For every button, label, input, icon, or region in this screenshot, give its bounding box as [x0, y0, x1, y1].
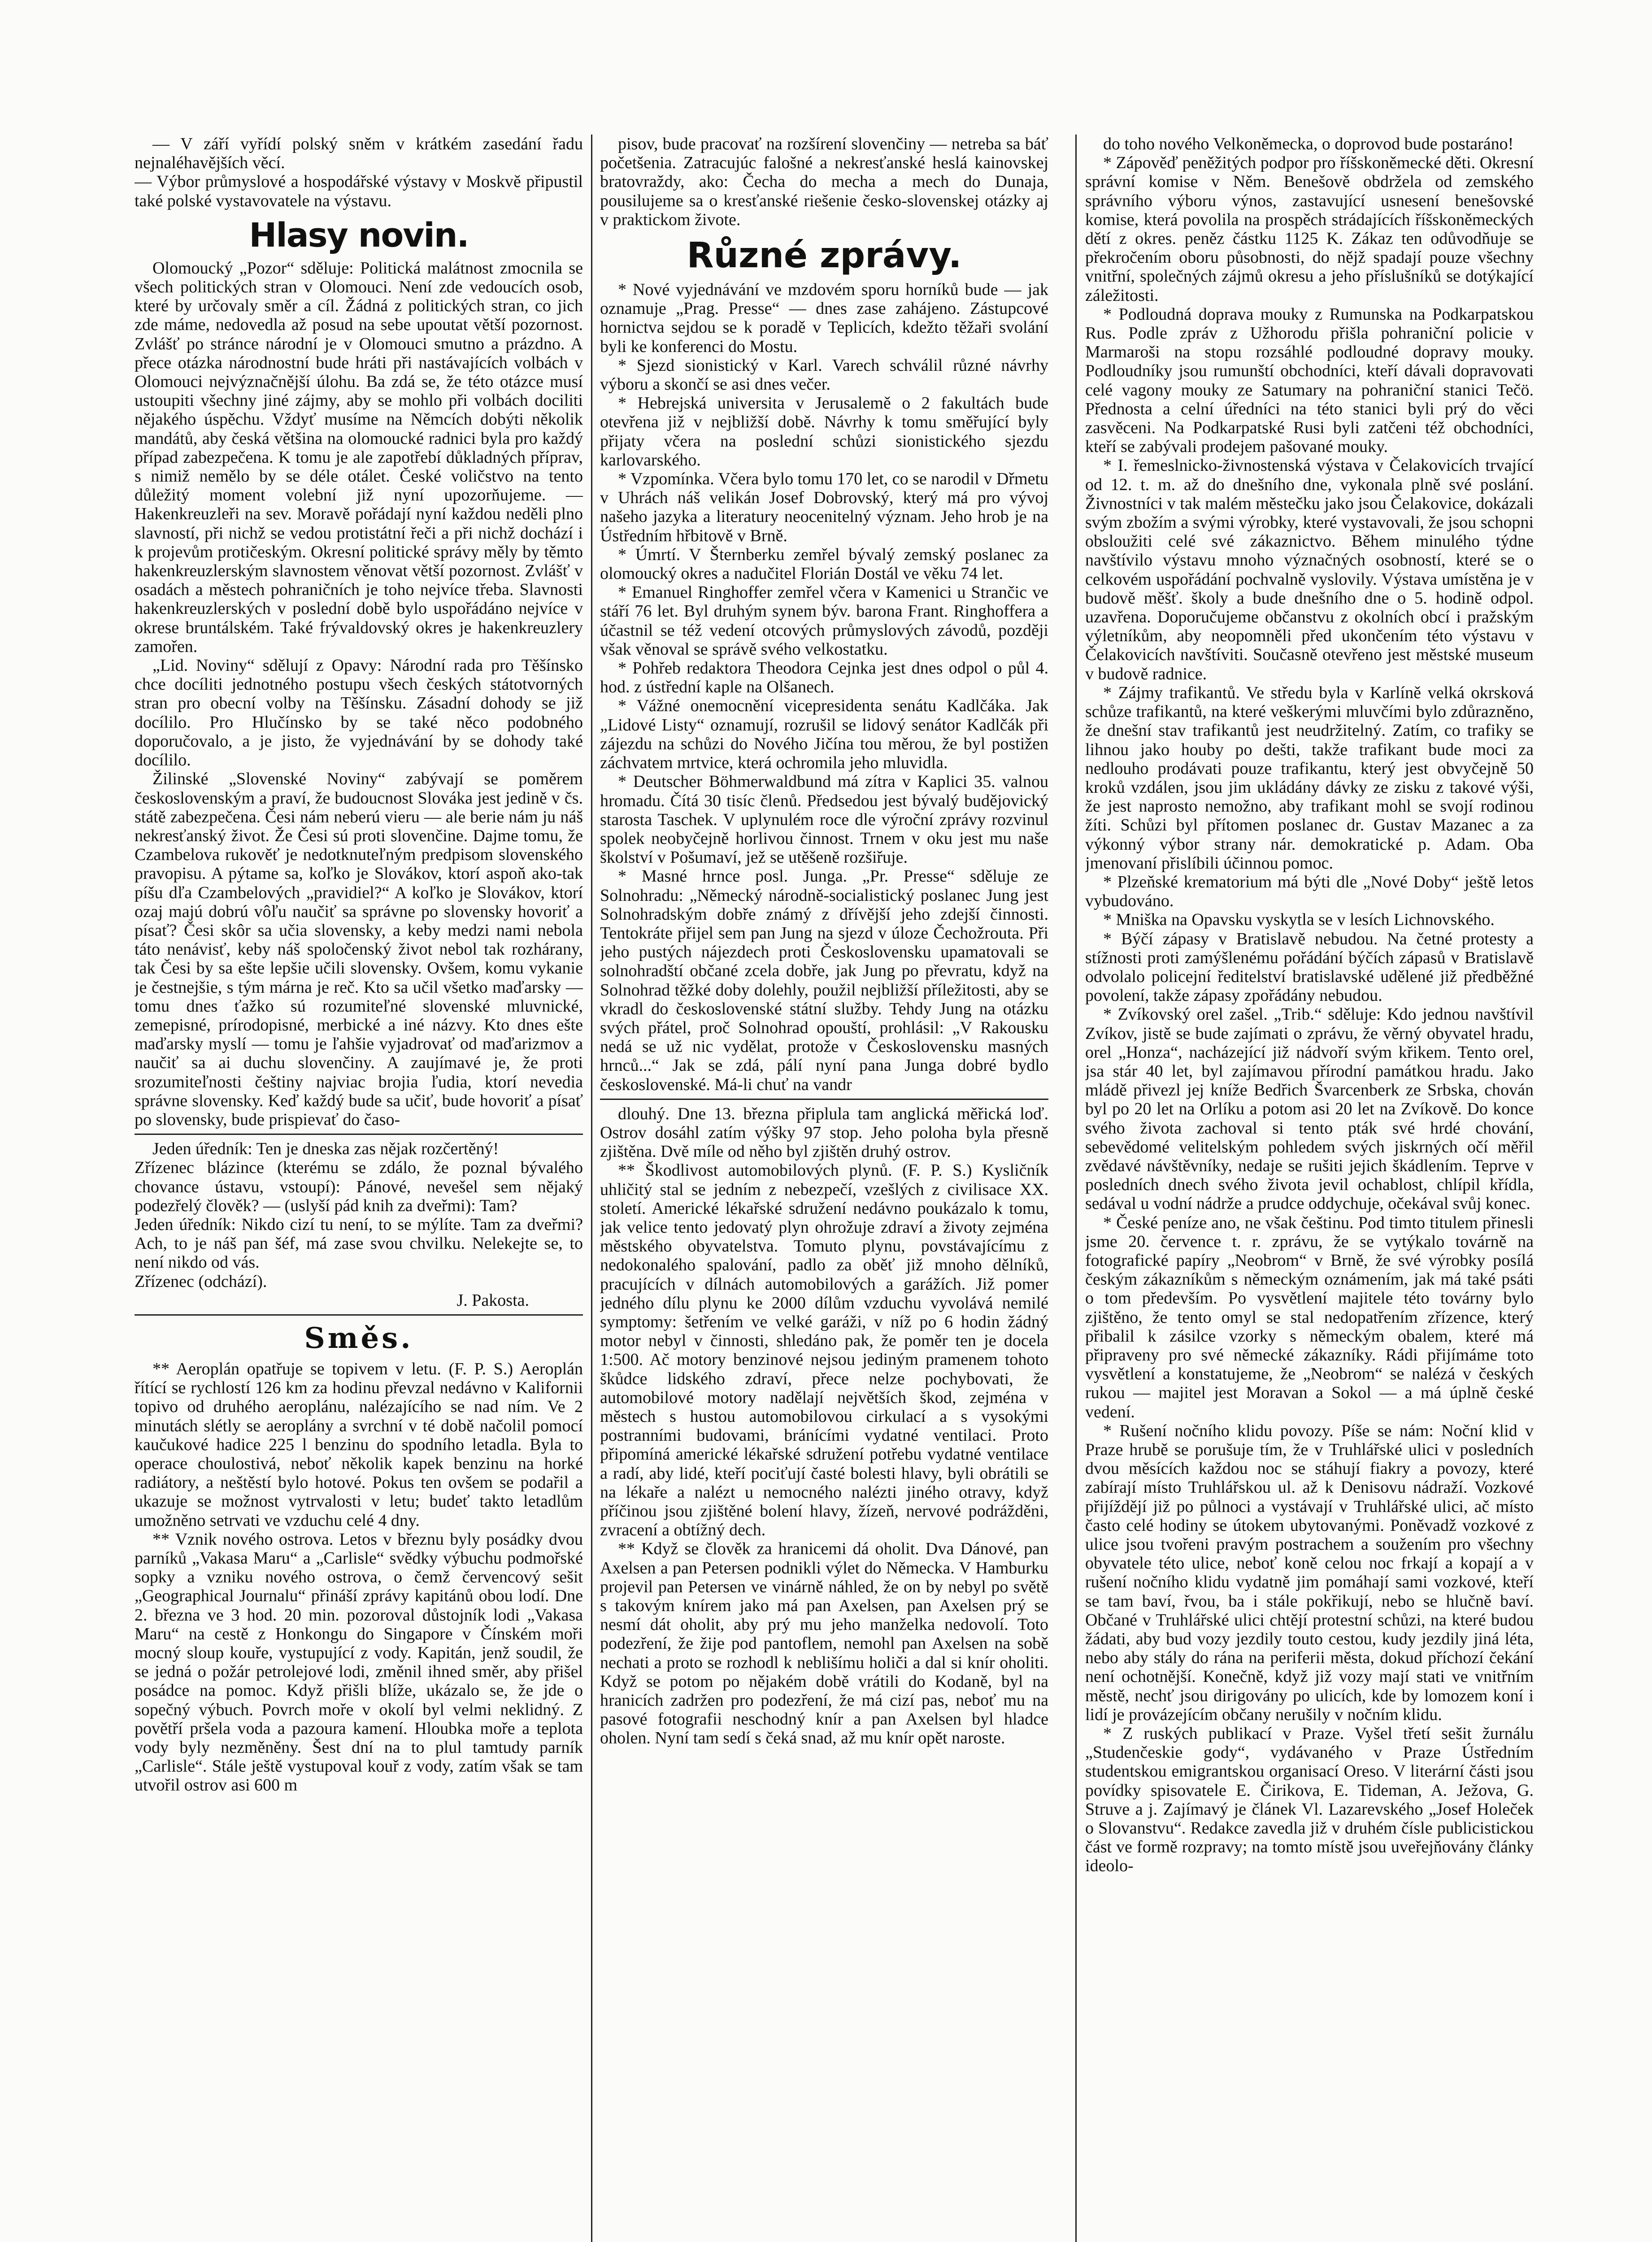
news-item: * Z ruských publikací v Praze. Vyšel třetí sešit žurnálu „Studenčeskie gody“, vydávaného v Praze Ústředním studentskou emigrantskou organisací Oreso. V literární části jsou povídky spisovatele E. Čirikova, E. Tideman, A. Ježova, G. Struve a j. Zajímavý je článek Vl. Lazarevského „Josef Holeček o Slovanstvu“. Redakce zavedla již v druhém čísle publicistickou část ve formě rozpravy; na tomto místě jsou uveřejňovány články ideolo-: [1085, 1724, 1534, 1876]
column-rule-1: [591, 135, 592, 2242]
article-ostrov-continued: dlouhý. Dne 13. března připlula tam anglická měřická loď. Ostrov dosáhl zatím výšky 97 stop. Jeho poloha byla přesně zjištěna. Dvě míle od něho byl zjištěn druhý ostrov.: [600, 1104, 1048, 1161]
news-item: * Vážné onemocnění vicepresidenta senátu Kadlčáka. Jak „Lidové Listy“ oznamují, rozrušil se lidový senátor Kadlčák při zájezdu na schůzi do Nového Jičína tou měrou, že byl postižen záchvatem mrtvice, která ochromila jeho mluvidla.: [600, 696, 1048, 773]
divider: [135, 1134, 583, 1135]
news-item: * Sjezd sionistický v Karl. Varech schválil různé návrhy výboru a skončí se asi dnes večer.: [600, 356, 1048, 394]
article-pozor: Olomoucký „Pozor“ sděluje: Politická malátnost zmocnila se všech politických stran v Olomouci. Není zde vedoucích osob, které by určovaly směr a cíl. Žádná z politických stran, co jich zde máme, nedovedla až posud na sebe upoutat větší pozornost. Zvlášť po stránce národní je v Olomouci smutno a prázdno. A přece otázka národnostní bude hráti při nastávajících volbách v Olomouci nejvýznačnější úlohu. Ba zdá se, že této otázce musí ustoupiti všechny jiné zájmy, aby se mohlo při volbách dociliti nějakého úspěchu. Vždyť musíme na Němcích dobýti několik mandátů, aby česká většina na olomoucké radnici byla pro každý případ zabezpečena. K tomu je ale zapotřebí důkladných příprav, s nimiž nemělo by se déle otálet. České voličstvo na tento důležitý moment volební již nyní upozorňujeme. — Hakenkreuzleři na sev. Moravě pořádají nyní každou neděli plno slavností, při nichž se vedou protistátní řeči a při nichž dochází i k projevům protičeským. Okresní politické správy měly by těmto hakenkreuzlerským slavnostem věnovat větší pozornost. Zvlášť v osadách a městech pohraničních je toho nejvíce třeba. Slavnosti hakenkreuzlerských v poslední době bylo uspořádáno nejvíce v okrese bruntálském. Také frývaldovský okres je hakenkreuzlery zamořen.: [135, 258, 583, 656]
news-item: * Úmrtí. V Šternberku zemřel bývalý zemský poslanec za olomoucký okres a nadučitel Florián Dostál ve věku 74 let.: [600, 545, 1048, 583]
column-1: [135, 135, 583, 2242]
article-novy-ostrov: ** Vznik nového ostrova. Letos v březnu byly posádky dvou parníků „Vakasa Maru“ a „Carlisle“ svědky výbuchu podmořské sopky a vzniku nového ostrova, o čemž červencový sešit „Geographical Journalu“ přináší zprávy kapitánů obou lodí. Dne 2. března ve 3 hod. 20 min. pozoroval důstojník lodi „Vakasa Maru“ na cestě z Honkongu do Singapore v Čínském moři mocný sloup kouře, vystupující z vody. Kapitán, jenž soudil, že se jedná o požár petrolejové lodi, změnil ihned směr, aby přišel posádce na pomoc. Když přišli blíže, ukázalo se, že jde o sopečný výbuch. Povrch moře v okolí byl velmi neklidný. Z povětří pršela voda a pazoura kamení. Hloubka moře a teplota vody byly nezměněny. Šest dní na to plul tamtudy parník „Carlisle“. Stále ještě vystupoval kouř z vody, zatím však se tam utvořil ostrov asi 600 m: [135, 1529, 583, 1795]
news-item: * Podloudná doprava mouky z Rumunska na Podkarpatskou Rus. Podle zpráv z Užhorodu přišla pohraniční policie v Marmaroši na stopu rozsáhlé podloudné dopravy mouky. Podloudníky jsou rumunští obchodníci, kteří dávali dopravovati celé vagony mouky ze Satumary na pohraniční stanici Tečö. Přednosta a celní úředníci na této stanici byli prý do věci zasvěceni. Na Podkarpatské Rusi byli zatčeni též obchodníci, kteří se zabývali prodejem pašované mouky.: [1085, 304, 1534, 456]
news-item-continued: do toho nového Velkoněmecka, o doprovod bude postaráno!: [1103, 135, 1514, 153]
feuilleton-dialogue: Jeden úředník: Ten je dneska zas nějak rozčertěný! Zřízenec blázince (kterému se zdálo, že poznal bývalého chovance ústavu, vstoupí): Pánové, nevešel sem nějaký podezřelý člověk? — (uslyší pád knih za dveřmi): Tam? Jeden úředník: Nikdo cizí tu není, to se mýlíte. Tam za dveřmi? Ach, to je náš pan šéf, má zase svou chvilku. Nelekejte se, to není nikdo od vás. Zřízenec (odchází).: [135, 1139, 583, 1291]
column-rule-2: [1075, 135, 1077, 2242]
section-heading-ruzne-zpravy: Různé zprávy.: [687, 235, 962, 276]
news-item: * Mniška na Opavsku vyskytla se v lesích Lichnovského.: [1103, 910, 1495, 930]
news-item: * Zvíkovský orel zašel. „Trib.“ sděluje: Kdo jednou navštívil Zvíkov, jistě se bude zajímati o zprávu, že věrný obyvatel hradu, orel „Honza“, nacházející již nádvoří svým křikem. Tento orel, jsa stár 40 let, byl zajímavou přírodní památkou hradu. Jako mládě přivezl jej kníže Bedřich Švarcenberk ze Srbska, chován byl po 20 let na Orlíku a potom asi 20 let na Zvíkově. Do konce svého života zachoval si tento pták své hrdé chování, sebevědomé velitelským pohledem svých jiskrných očí měřil zvědavé návštěvníky, nedaje se rušiti jejich škádlením. Teprve v posledních dnech svého života jevil ochablost, chlípil křídla, sedával u vodní nádrže a prudce oddychuje, očekával svůj konec.: [1085, 1005, 1534, 1213]
news-item: * Zápověď peněžitých podpor pro říšskoněmecké děti. Okresní správní komise v Něm. Benešově obdržela od zemského správního výboru výnos, zastavující usnesení benešovské komise, která povolila na prospěch strádajících říšskoněmeckých dětí z okres. peněz částku 1125 K. Zákaz ten odůvodňuje se překročením oboru působnosti, do nějž spadají pouze všechny vnitřní, společných zájmů okresu a jeho příslušníků se dotýkající záležitosti.: [1085, 153, 1534, 305]
article-oholit: ** Když se člověk za hranicemi dá oholit. Dva Dánové, pan Axelsen a pan Petersen podnikli výlet do Německa. V Hamburku projevil pan Petersen ve vinárně náhled, že on by nebyl po světě s takovým knírem jako má pan Axelsen, pan Axelsen prý se nesmí dát oholit, aby prý mu jeho manželka nedovolí. Toto podezření, že žije pod pantoflem, nemohl pan Axelsen na sobě nechati a proto se rozhodl k neblišímu holiči a dal si knír oholiti. Když se potom po nějakém době vrátili do Kodaně, byl na hranicích zadržen pro podezření, že má cizí pas, neboť mu na pasové fotografii neschodný knír a pan Axelsen byl hladce oholen. Nyní tam sedí s čeká snad, až mu knír opět naroste.: [600, 1539, 1048, 1748]
news-item: * Nové vyjednávání ve mzdovém sporu horníků bude — jak oznamuje „Prag. Presse“ — dnes zase zahájeno. Zástupcové hornictva sejdou se k poradě v Teplicích, kdežto těžaři svolání byli ke konferenci do Mostu.: [600, 280, 1048, 356]
news-item: * Býčí zápasy v Bratislavě nebudou. Na četné protesty a stížnosti proti zamýšlenému pořádání býčích zápasů v Bratislavě odvolalo policejní ředitelství bratislavské udělené již předběžné povolení, takže zápasy zpořádány nebudou.: [1085, 929, 1534, 1005]
news-item: * Zájmy trafikantů. Ve středu byla v Karlíně velká okrsková schůze trafikantů, na které veškerými mluvčími bylo zdůrazněno, že dnešní stav trafikantů jest neudržitelný. Zatím, co trafiky se lihnou jako houby po dešti, takže trafikant bude moci za nedlouho prodávati pouze trafikantu, který jest obvyčejně 50 kroků vzdálen, jsou jim ukládány dávky ze zisku z takové výši, že jest naprosto nemožno, aby trafikant mohl se svojí rodinou žíti. Schůzi byl přítomen poslanec dr. Gustav Mazanec a za výkonný výbor strany nár. demokratické p. Adam. Oba jmenovaní přislíbili účinnou pomoc.: [1085, 683, 1534, 873]
column-2: [600, 135, 1048, 2242]
news-item: * Hebrejská universita v Jerusalemě o 2 fakultách bude otevřena již v nejbližší době. Návrhy k tomu směřující byly přijaty včera na poslední schůzi sionistického sjezdu karlovarského.: [600, 394, 1048, 469]
news-item: * Masné hrnce posl. Junga. „Pr. Presse“ sděluje ze Solnohradu: „Německý národně-socialistický poslanec Jung jest Solnohradským dobře známý z dřívější jeho zdejší činnosti. Tentokráte přijel sem pan Jung na sjezd v úloze Čechožrouta. Při jeho pustých nájezdech proti Československu upamatovali se solnohradští občané zcela dobře, jak Jung po převratu, když na Solnohrad těžké doby dolehly, použil nejbližší příležitosti, aby se vkradl do československé státní služby. Tehdy Jung na otázku svých přátel, proč Solnohrad opouští, prohlásil: „V Rakousku nedá se už nic vydělat, protože v Československu masných hrnců...“ Jak se zdá, pálí nyní pana Junga dobré bydlo československé. Má-li chuť na vandr: [600, 867, 1048, 1094]
article-lidove-noviny: „Lid. Noviny“ sdělují z Opavy: Národní rada pro Těšínsko chce docíliti jednotného postupu všech českých státotvorných stran pro obecní volby na Těšínsku. Zásadní dohody se již docílilo. Pro Hlučínsko by se také něco podobného doporučovalo, a je jisto, že vyjednávání by se dohody také docílilo.: [135, 656, 583, 770]
news-item: * České peníze ano, ne však češtinu. Pod timto titulem přinesli jsme 20. července t. r. zprávu, že se vytýkalo továrně na fotografické papíry „Neobrom“ v Brně, že své výrobky posílá českým zákazníkům s německým oznámením, jak má také psáti o tom především. Po vysvětlení majitele této továrny bylo zjištěno, že tento omyl se stal nedopatřením zřízence, který přibalil k zásilce vzorky s německým obalem, které má připraveny pro své německé zákazníky. Rádi přijímáme toto vysvětlení a konstatujeme, že „Neobrom“ se nalézá v českých rukou — majitel jest Moravan a Sokol — a má úplně české vedení.: [1085, 1213, 1534, 1421]
news-item: * I. řemeslnicko-živnostenská výstava v Čelakovicích trvající od 12. t. m. až do dnešního dne, vykonala plně své poslání. Živnostníci v tak malém městečku jako jsou Čelakovice, dokázali svým zbožím a svými výrobky, které vystavovali, že jsou schopni obsloužiti celé své zákaznictvo. Během minulého týdne navštívilo výstavu mnoho význačných osobností, které se o celkovém uspořádání pochvalně vyslovily. Výstava umístěna je v budově měšť. školy a bude dnešního dne o 5. hodině odpol. uzavřena. Doporučujeme občanstvu z okolních obcí i pražským výletníkům, aby neopomněli před ukončením této výstavu v Čelakovicích navštíviti. Současně otevřeno jest městské museum v budově radnice.: [1085, 456, 1534, 683]
article-automobilove-plyny: ** Škodlivost automobilových plynů. (F. P. S.) Kysličník uhličitý stal se jedním z nebezpečí, vzešlých z civilisace XX. století. Americké lékařské sdružení nedávno poukázalo k tomu, jak velice tento jedovatý plyn ohrožuje zdraví a životy zejména městského obyvatelstva. Tomuto plynu, povstávajícímu z nedokonalého spalování, padlo za oběť již mnoho dělníků, pracujících v dílnách automobilových a garážích. Již pomer jedného dílu plynu ke 2000 dílům vzduchu vyvolává nemilé symptomy: šetřením ve velké garáži, v níž po 6 hodin žádný motor nebyl v činnosti, shledáno pak, že poměr ten je docela 1:500. Ač motory benzinové nejsou jediným pramenem tohoto škůdce lidského zdraví, přece nelze pochybovati, že automobilové motory nadělají největších škod, zejména v městech s hustou automobilovou cirkulací a s vysokými postranními budovami, bránícími vydatné ventilaci. Proto připomíná americké lékařské sdružení potřebu vydatné ventilace a radí, aby lidé, kteří pociťují časté bolesti hlavy, byli obrátili se na lékaře a nalézt u nemocného nalézti jiného otravy, když příčinou jsou zjištěné bolení hlavy, žízeň, nervové podrážděni, zvracení a obtížný dech.: [600, 1161, 1048, 1540]
article-slovenske-noviny: Žilinské „Slovenské Noviny“ zabývají se poměrem československým a praví, že budoucnost Slováka jest jedině v čs. státě zabezpečena. Česi nám neberú vieru — ale berie nám ju náš nekresťanský život. Že Česi sú proti slovenčine. Dajme tomu, že Czambelova rukověť je nedotknuteľným predpisom slovenského pravopisu. A pýtame sa, koľko je Slovákov, ktorí aspoň ako-tak píšu dľa Czambelových „pravidiel?“ A koľko je Slovákov, ktorí ozaj majú dobrú vôľu naučiť sa správne po slovensky hovoriť a písať? Česi skôr sa učia slovensky, a keby medzi nami nebola táto nenávisť, keby náš spoločenský život nebol tak rozhárany, tak Česi by sa ešte lepšie učili slovensky. Ovšem, komu vykanie je čestnejšie, s tým márna je reč. Kto sa učil všetko maďarsky — tomu dnes ťažko sú rozumiteľné slovenské mluvnické, zemepisné, prírodopisné, merbické a iné názvy. Kto dnes ešte maďarsky myslí — tomu je ľahšie vyjadrovať od maďarizmov a naučiť sa ai duchu slovenčiny. A zaujímavé je, že proti srozumiteľnosti češtiny najviac brojia ľudia, ktorí nevedia správne slovensky. Keď každý bude sa učiť, bude hovoriť a písať po slovensky, bude prispievať do časo-: [135, 769, 583, 1129]
article-slovenske-continued: pisov, bude pracovať na rozšírení slovenčiny — netreba sa báť početšenia. Zatracujúc falošné a nekresťanské heslá kainovskej bratovraždy, ako: Čecha do mecha a mech do Dunaja, pousilujeme sa o kresťanské riešenie česko-slovenskej otázky aj v praktickom živote.: [600, 135, 1048, 229]
news-item: * Emanuel Ringhoffer zemřel včera v Kamenici u Strančic ve stáří 76 let. Byl druhým synem býv. barona Frant. Ringhoffera a účastnil se též vedení otcových průmyslových závodů, později však věnoval se správě svého velkostatku.: [600, 583, 1048, 659]
news-item: * Pohřeb redaktora Theodora Cejnka jest dnes odpol o půl 4. hod. z ústřední kaple na Olšanech.: [600, 659, 1048, 697]
news-item: * Rušení nočního klidu povozy. Píše se nám: Noční klid v Praze hrubě se porušuje tím, že v Truhlářské ulici v posledních dvou měsících každou noc se stáhují fiakry a povozy, které zabírají místo Truhlářskou ul. až k Denisovu nádraží. Vozkové přijíždějí již po půlnoci a vystávají v Truhlářské ulici, ač místo často celé hodiny se útokem ubytovanými. Poněvadž vozkové z ulice jsou tvořeni pravým postrachem a soužením pro všechny obyvatele této ulice, neboť koně celou noc frkají a kopají a v rušení nočního klidu vydatně jim pomáhají sami vozkové, kteří se tam baví, řvou, ba i stále pokřikují, nebo se hlučně baví. Občané v Truhlářské ulici chtějí protestní schůzi, na které budou žádati, aby bud vozy jezdily touto cestou, kudy jezdily jiná léta, nebo aby stály do rána na periferii města, dokud příchozí čekání není ochotnější. Konečně, když již vozy mají stati ve vnitřním městě, nechť jsou dirigovány po ulicích, kde by lomozem koní i lidí je provázejícím občany nerušily v nočním klidu.: [1085, 1421, 1534, 1724]
article-aeroplan: ** Aeroplán opatřuje se topivem v letu. (F. P. S.) Aeroplán řítící se rychlostí 126 km za hodinu převzal nedávno v Kalifornii topivo od druhého aeroplánu, nalézajícího se nad ním. Ve 2 minutách slétly se aeroplány a svrchní v té době načolil pomocí kaučukové hadice 225 l benzinu do spodního letadla. Byla to operace choulostivá, neboť několik kapek benzinu na horké radiátory, a neštěstí bylo hotové. Pokus ten ovšem se podařil a ukazuje se možnost vytrvalosti v letu; budeť takto letadlům umožněno setrvati ve vzduchu celé 4 dny.: [135, 1359, 583, 1530]
news-item: * Plzeňské krematorium má býti dle „Nové Doby“ ještě letos vybudováno.: [1085, 872, 1534, 911]
article-polish-sejm: — V září vyřídí polský sněm v krátkém zasedání řadu nejnaléhavějších věcí. — Výbor průmyslové a hospodářské výstavy v Moskvě připustil také polské vystavovatele na výstavu.: [135, 135, 583, 210]
section-heading-hlasy-novin: Hlasy novin.: [249, 216, 469, 255]
column-3: [1085, 135, 1534, 2242]
section-heading-smes: Směs.: [304, 1321, 413, 1355]
author-signature: J. Pakosta.: [456, 1290, 529, 1310]
divider: [135, 1314, 583, 1316]
divider: [600, 1099, 1048, 1100]
news-item: * Vzpomínka. Včera bylo tomu 170 let, co se narodil v Dřmetu v Uhrách náš velikán Josef Dobrovský, který má pro vývoj našeho jazyka a literatury neocenitelný význam. Jeho hrob je na Ústředním hřbitově v Brně.: [600, 469, 1048, 545]
news-item: * Deutscher Böhmerwaldbund má zítra v Kaplici 35. valnou hromadu. Čítá 30 tisíc členů. Předsedou jest bývalý budějovický starosta Taschek. V uplynulém roce dle výroční zprávy rozvinul spolek neobyčejně horlivou činnost. Trnem v oku jest mu naše školství v Pošumaví, jež se utěšeně rozšiřuje.: [600, 772, 1048, 867]
